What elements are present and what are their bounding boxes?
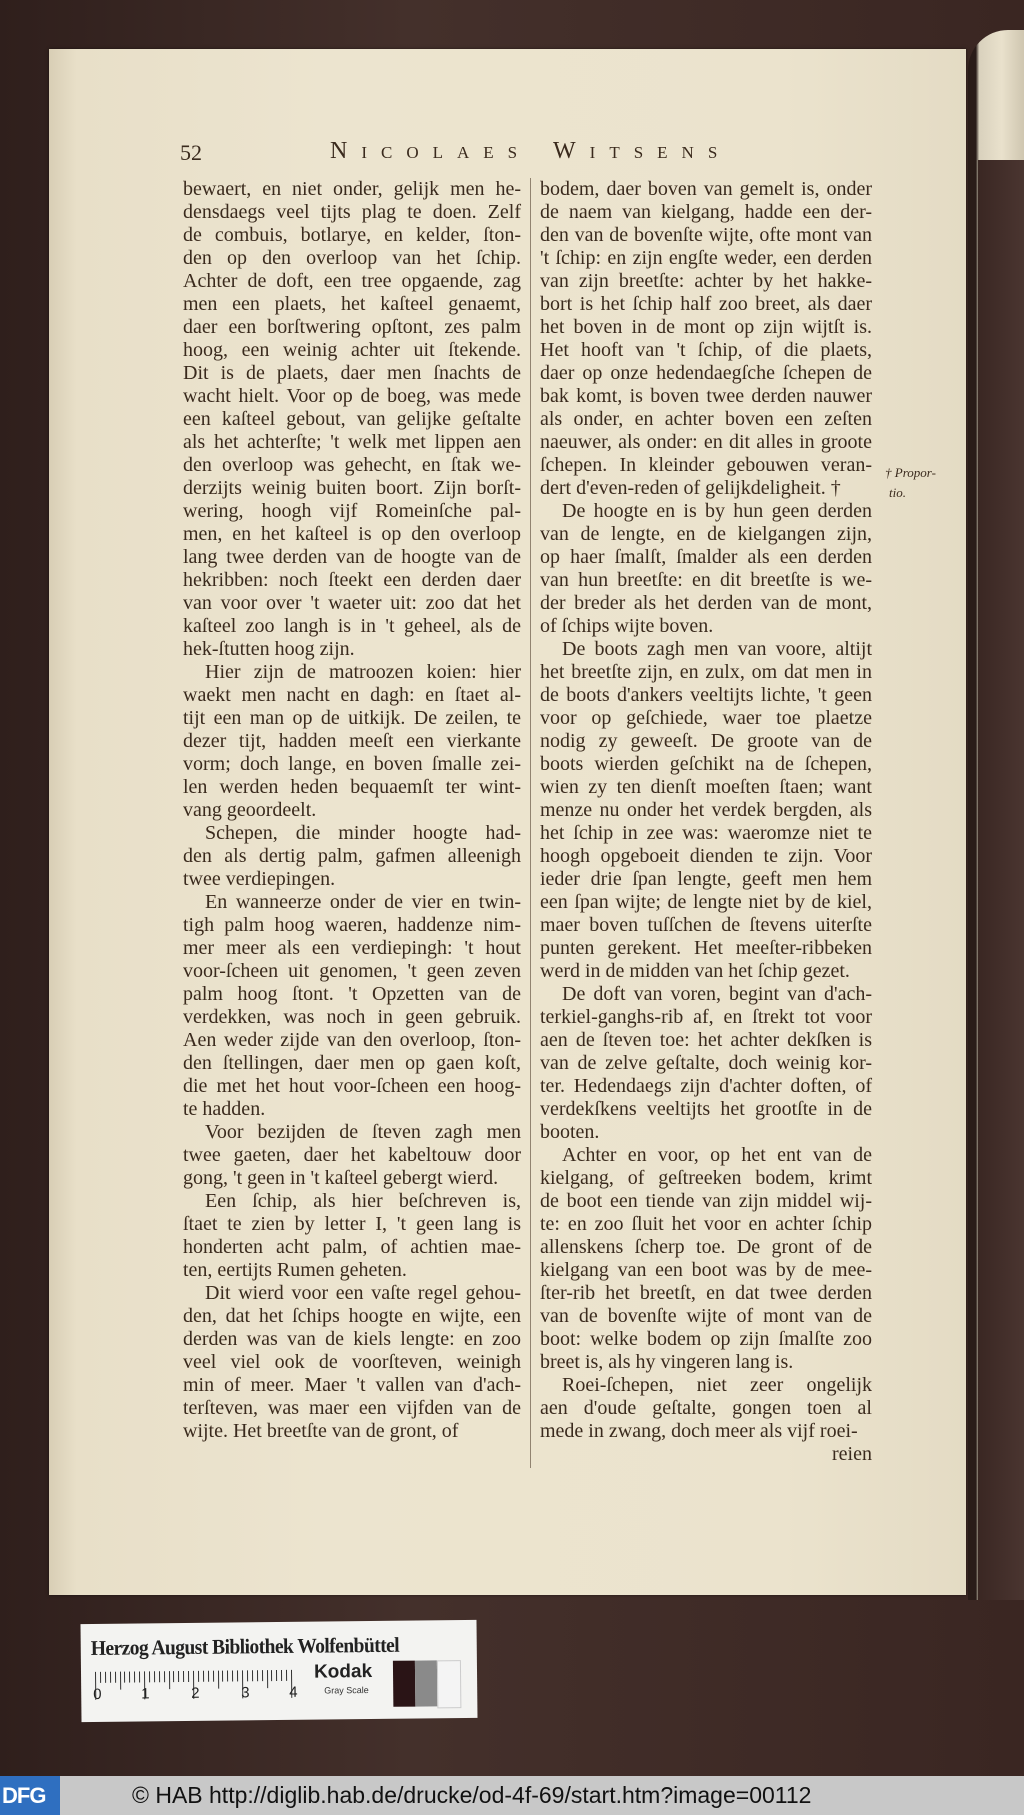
ruler-tick bbox=[159, 1671, 160, 1682]
text-line: boot: welke bodem op zijn ſmalſte zoo bbox=[540, 1328, 872, 1350]
text-line: van zijn breetſte: achter by het hakke- bbox=[540, 270, 872, 292]
ruler-tick bbox=[105, 1672, 106, 1683]
copyright-link[interactable]: © HAB http://diglib.hab.de/drucke/od-4f-69/start.htm?image=00112 bbox=[132, 1782, 812, 1808]
text-line: vang geoordeelt. bbox=[183, 799, 317, 821]
text-line: de boots d'ankers veeltijts lichte, 't geen bbox=[540, 684, 872, 706]
ruler-tick bbox=[262, 1670, 263, 1681]
text-line: men, en het kaſteel is op den overloop bbox=[183, 523, 521, 545]
text-line: die met het hout voor-ſcheen een hoog- bbox=[183, 1075, 521, 1097]
ruler-tick bbox=[164, 1671, 165, 1682]
text-line: Dit wierd voor een vaſte regel gehou- bbox=[205, 1282, 521, 1304]
text-line: kielgang van een boot was by de mee- bbox=[540, 1259, 872, 1281]
text-line: naeuwer, als onder: en dit alles in groote bbox=[540, 431, 872, 453]
text-line: of ſchips wijte boven. bbox=[540, 615, 714, 637]
text-line: wering, hoogh vijf Romeinſche pal- bbox=[183, 500, 521, 522]
text-line: den van de bovenſte wijte, ofte mont van bbox=[540, 224, 872, 246]
text-line: te: en zoo ſluit het voor en achter ſchip bbox=[540, 1213, 872, 1235]
ruler-tick bbox=[247, 1670, 248, 1681]
text-line: 't ſchip: en zijn engſte weder, een derden bbox=[540, 247, 872, 269]
text-line: Schepen, die minder hoogte had- bbox=[205, 822, 521, 844]
right-text-column bbox=[540, 178, 872, 1443]
ruler-tick bbox=[203, 1671, 204, 1682]
text-line: voor op geſchiede, waer toe plaetze bbox=[540, 707, 872, 729]
text-line: dert d'even-reden of gelijkdeligheit. † bbox=[540, 477, 841, 499]
text-line: het ſchip in zee was: waeromze niet te bbox=[540, 822, 872, 844]
text-line: waekt men nacht en dagh: en ſtaet al- bbox=[183, 684, 521, 706]
ruler-number: 0 bbox=[93, 1685, 102, 1703]
ruler-tick bbox=[154, 1671, 155, 1682]
ruler-tick bbox=[124, 1672, 125, 1683]
text-line: boots wierden geſchikt na de ſchepen, bbox=[540, 753, 872, 775]
text-line: daer een borſtwering opſtont, zes palm bbox=[183, 316, 521, 338]
ruler-tick bbox=[119, 1672, 120, 1690]
ruler-tick bbox=[149, 1671, 150, 1682]
text-line: tijt een man op de uitkijk. De zeilen, te bbox=[183, 707, 521, 729]
text-line: honderten acht palm, of achtien mae- bbox=[183, 1236, 521, 1258]
text-line: hek-ſtutten hoog zijn. bbox=[183, 638, 355, 660]
text-line: bewaert, en niet onder, gelijk men he- bbox=[183, 178, 521, 200]
ruler-tick bbox=[178, 1671, 179, 1682]
text-line: bodem, daer boven van gemelt is, onder bbox=[540, 178, 872, 200]
text-line: ſter-rib het breetſt, en dat twee derden bbox=[540, 1282, 872, 1304]
text-line: wacht hielt. Voor op de boeg, was mede bbox=[183, 385, 521, 407]
text-line: De hoogte en is by hun geen derden bbox=[562, 500, 872, 522]
text-line: Aen weder zijde van den overloop, ſton- bbox=[183, 1029, 521, 1051]
gray-patch bbox=[415, 1660, 437, 1706]
text-line: Voor bezijden de ſteven zagh men bbox=[205, 1121, 521, 1143]
text-line: wien zy ten dienſt moeſten ſtaen; want bbox=[540, 776, 872, 798]
color-calibration-card bbox=[80, 1620, 477, 1722]
ruler-tick bbox=[110, 1672, 111, 1683]
text-line: terkiel-ganghs-rib af, en ſtrekt tot voor bbox=[540, 1006, 872, 1028]
text-line: op haer ſmalſt, ſmalder als een derden bbox=[540, 546, 872, 568]
kodak-logo: Kodak bbox=[313, 1661, 373, 1683]
text-line: lang twee derden van de hoogte van de bbox=[183, 546, 521, 568]
text-line: mede in zwang, doch meer als vijf roei- bbox=[540, 1420, 858, 1442]
text-line: der breder als het derden van de mont, bbox=[540, 592, 872, 614]
text-line: bak komt, is boven twee derden nauwer bbox=[540, 385, 872, 407]
ruler-tick bbox=[213, 1671, 214, 1682]
marginal-note-line: † Propor- bbox=[885, 465, 936, 480]
ruler-tick bbox=[281, 1670, 282, 1681]
text-line: het boven in de mont op zijn wijtſt is. bbox=[540, 316, 872, 338]
text-line: punten gerekent. Het meeſter-ribbeken bbox=[540, 937, 872, 959]
catchword: reien bbox=[832, 1443, 872, 1465]
text-line: densdaegs veel tijts plag te doen. Zelf bbox=[183, 201, 521, 223]
text-line: Achter en voor, op het ent van de bbox=[562, 1144, 872, 1166]
ruler-tick bbox=[271, 1670, 272, 1681]
text-line: min of meer. Maer 't vallen van d'ach- bbox=[183, 1374, 521, 1396]
ruler-tick bbox=[129, 1672, 130, 1683]
running-head-author-last: Witsens bbox=[553, 138, 732, 164]
text-line: van de lengte, en de kielgangen zijn, bbox=[540, 523, 872, 545]
marginal-note-line: tio. bbox=[889, 485, 906, 500]
text-line: aen de ſteven toe: het achter dekſken is bbox=[540, 1029, 872, 1051]
ruler-tick bbox=[139, 1671, 140, 1682]
text-line: vorm; doch lange, en boven ſmalle zei- bbox=[183, 753, 521, 775]
ruler-tick bbox=[232, 1670, 233, 1681]
text-line: Roei-ſchepen, niet zeer ongelijk bbox=[562, 1374, 872, 1396]
left-text-column bbox=[183, 178, 521, 1443]
ruler-tick bbox=[168, 1671, 169, 1689]
ruler-tick bbox=[173, 1671, 174, 1682]
text-line: van voor over 't waeter uit: zoo dat het bbox=[183, 592, 521, 614]
text-line: verdekſkens veeltijts het grootſte in de bbox=[540, 1098, 872, 1120]
text-line: derzijts weinig buiten boort. Zijn borſt- bbox=[183, 477, 521, 499]
ruler-tick bbox=[198, 1671, 199, 1682]
text-line: breet is, als hy vingeren lang is. bbox=[540, 1351, 794, 1373]
text-line: hoog, een weinig achter uit ſtekende. bbox=[183, 339, 521, 361]
text-line: maer boven tuſſchen de ſtevens uiterſte bbox=[540, 914, 872, 936]
text-line: ter. Hedendaegs zijn d'achter doften, of bbox=[540, 1075, 872, 1097]
text-line: twee gaeten, daer het kabeltouw door bbox=[183, 1144, 521, 1166]
text-line: Hier zijn de matroozen koien: hier bbox=[205, 661, 521, 683]
text-line: te hadden. bbox=[183, 1098, 266, 1120]
text-line: menze nu onder het verdek bergden, als bbox=[540, 799, 872, 821]
footer-bar bbox=[0, 1776, 1024, 1815]
text-line: voor-ſcheen uit genomen, 't geen zeven bbox=[183, 960, 521, 982]
text-line: den, dat het ſchips hoogte en wijte, een bbox=[183, 1305, 521, 1327]
ruler-tick bbox=[183, 1671, 184, 1682]
text-line: len werden heden bequaemſt ter wint- bbox=[183, 776, 521, 798]
text-line: werd in de midden van het ſchip gezet. bbox=[540, 960, 850, 982]
text-line: Achter de doft, een tree opgaende, zag bbox=[183, 270, 521, 292]
ruler-tick bbox=[188, 1671, 189, 1682]
ruler-tick bbox=[252, 1670, 253, 1681]
text-line: van de bovenſte wijte of mont van de bbox=[540, 1305, 872, 1327]
text-line: mer meer als een verdiepingh: 't hout bbox=[183, 937, 521, 959]
ruler-tick bbox=[227, 1671, 228, 1682]
ruler-tick bbox=[276, 1670, 277, 1681]
text-line: Een ſchip, als hier beſchreven is, bbox=[205, 1190, 521, 1212]
ruler-tick bbox=[208, 1671, 209, 1682]
ruler-tick bbox=[100, 1672, 101, 1683]
black-patch bbox=[393, 1661, 415, 1707]
text-line: de combuis, botlarye, en kelder, ſton- bbox=[183, 224, 521, 246]
text-line: den als dertig palm, gafmen alleenigh bbox=[183, 845, 521, 867]
ruler-tick bbox=[222, 1671, 223, 1682]
adjacent-page-shadow bbox=[978, 160, 1024, 1600]
text-line: Dit is de plaets, daer men ſnachts de bbox=[183, 362, 521, 384]
page-number: 52 bbox=[180, 140, 202, 165]
text-line: De boots zagh men van voore, altijt bbox=[562, 638, 872, 660]
text-line: de boot een tiende van zijn middel wij- bbox=[540, 1190, 872, 1212]
text-line: ten, eertijts Rumen geheten. bbox=[183, 1259, 407, 1281]
text-line: ieder drie ſpan lengte, geeft men hem bbox=[540, 868, 872, 890]
text-line: den op den overloop van het ſchip. bbox=[183, 247, 521, 269]
text-line: gong, 't geen in 't kaſteel gebergt wierd. bbox=[183, 1167, 499, 1189]
text-line: nodig zy geweeſt. De groote van de bbox=[540, 730, 872, 752]
text-line: tigh palm hoog waeren, haddenze nim- bbox=[183, 914, 521, 936]
text-line: van de zelve geſtalte, doch weinig kor- bbox=[540, 1052, 872, 1074]
ruler-number: 1 bbox=[141, 1685, 150, 1703]
text-line: wijte. Het breetſte van de gront, of bbox=[183, 1420, 459, 1442]
text-line: dezer tijt, hadden meeſt een vierkante bbox=[183, 730, 521, 752]
text-line: als het achterſte; 't welk met lippen aen bbox=[183, 431, 521, 453]
text-line: hekribben: noch ſteekt een derden daer bbox=[183, 569, 521, 591]
library-name: Herzog August Bibliothek Wolfenbüttel bbox=[90, 1632, 400, 1660]
text-line: men een plaets, het kaſteel genaemt, bbox=[183, 293, 521, 315]
text-line: De doft van voren, begint van d'ach- bbox=[562, 983, 872, 1005]
ruler-number: 4 bbox=[289, 1683, 298, 1701]
text-line: daer op onze hedendaegſche ſchepen de bbox=[540, 362, 872, 384]
text-line: verdekken, was noch in geen gebruik. bbox=[183, 1006, 521, 1028]
running-head-author-first: Nicolaes bbox=[330, 138, 532, 164]
white-patch bbox=[437, 1660, 462, 1708]
text-line: derden was van de kiels lengte: en zoo bbox=[183, 1328, 521, 1350]
ruler-number: 2 bbox=[191, 1684, 200, 1702]
marginal-note bbox=[885, 463, 936, 503]
column-divider bbox=[530, 178, 531, 1468]
text-line: ſchepen. In kleinder gebouwen veran- bbox=[540, 454, 872, 476]
text-line: den overloop was gehecht, en ſtak we- bbox=[183, 454, 521, 476]
text-line: aen d'oude geſtalte, gongen toen al bbox=[540, 1397, 872, 1419]
text-line: twee verdiepingen. bbox=[183, 868, 336, 890]
text-line: het breetſte zijn, en zulx, om dat men in bbox=[540, 661, 872, 683]
ruler-tick bbox=[286, 1670, 287, 1681]
ruler-tick bbox=[217, 1671, 218, 1689]
text-line: den ſtellingen, daer men op gaen koſt, bbox=[183, 1052, 521, 1074]
text-line: terſteven, was maer een vijfden van de bbox=[183, 1397, 521, 1419]
text-line: ſtaet te zien by letter I, 't geen lang is bbox=[183, 1213, 521, 1235]
text-line: En wanneerze onder de vier en twin- bbox=[205, 891, 521, 913]
text-line: Het hooft van 't ſchip, of die plaets, bbox=[540, 339, 872, 361]
text-line: palm hoog ſtont. 't Opzetten van de bbox=[183, 983, 521, 1005]
text-line: als onder, en achter boven een zeſten bbox=[540, 408, 872, 430]
text-line: een ſpan wijte; de lengte niet by de kiel, bbox=[540, 891, 872, 913]
text-line: van hun breetſte: en dit breetſte is we- bbox=[540, 569, 872, 591]
ruler-tick bbox=[237, 1670, 238, 1681]
text-line: kielgang, of geſtreeken bodem, krimt bbox=[540, 1167, 872, 1189]
dfg-logo: DFG bbox=[0, 1776, 60, 1815]
text-line: bort is het ſchip half zoo breet, als daer bbox=[540, 293, 872, 315]
ruler-tick bbox=[115, 1672, 116, 1683]
gray-scale-label: Gray Scale bbox=[324, 1685, 369, 1696]
ruler-tick bbox=[134, 1672, 135, 1683]
text-line: de naem van kielgang, hadde een der- bbox=[540, 201, 872, 223]
ruler-tick bbox=[266, 1670, 267, 1688]
ruler-number: 3 bbox=[241, 1684, 250, 1702]
text-line: kaſteel zoo langh is in 't geheel, als de bbox=[183, 615, 521, 637]
text-line: hoogh opgeboeit dienden te zijn. Voor bbox=[540, 845, 872, 867]
text-line: booten. bbox=[540, 1121, 600, 1143]
text-line: allenskens ſcherp toe. De gront of de bbox=[540, 1236, 872, 1258]
ruler-tick bbox=[257, 1670, 258, 1681]
text-line: veel viel ook de voorſteven, weinigh bbox=[183, 1351, 521, 1373]
text-line: een kaſteel gebout, van gelijke geſtalte bbox=[183, 408, 521, 430]
